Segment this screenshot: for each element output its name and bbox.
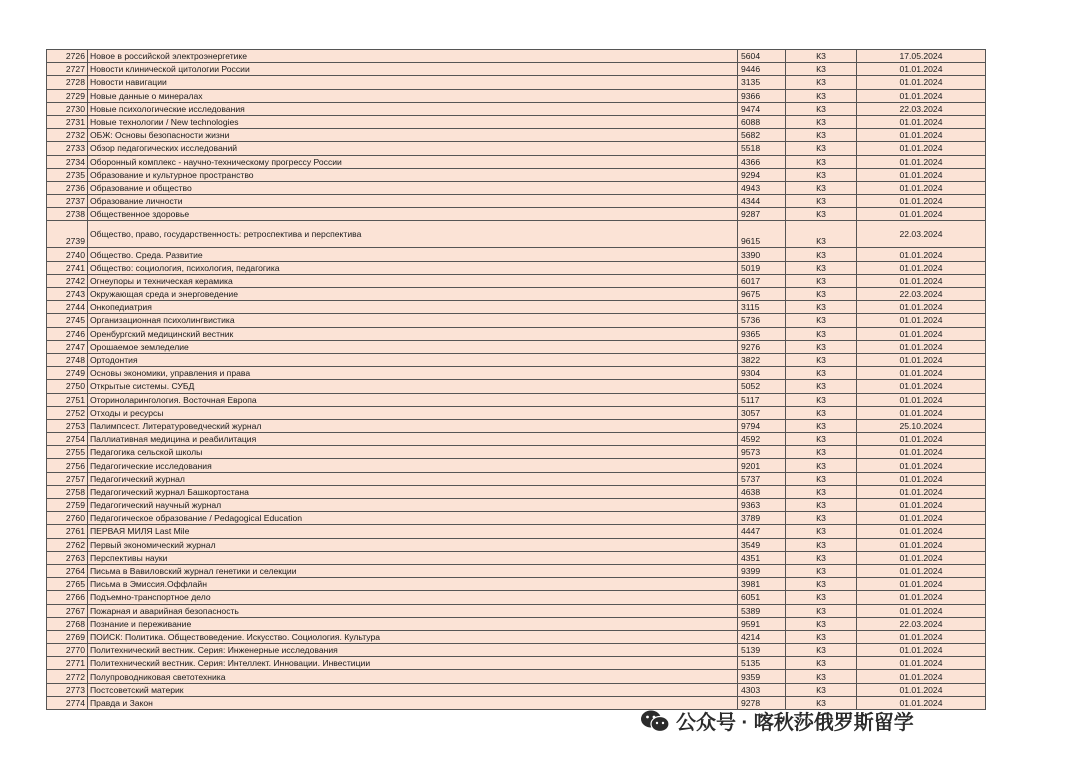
table-row	[47, 261, 986, 274]
table-row	[47, 604, 986, 617]
row-number: 2772	[47, 670, 88, 683]
table-row	[47, 419, 986, 432]
journal-date: 01.01.2024	[857, 604, 986, 617]
journal-date: 01.01.2024	[857, 380, 986, 393]
journal-category: К3	[786, 696, 857, 709]
table-row	[47, 499, 986, 512]
row-number: 2773	[47, 683, 88, 696]
journal-code: 3390	[738, 248, 786, 261]
journal-code: 5736	[738, 314, 786, 327]
journal-code: 4943	[738, 181, 786, 194]
row-number: 2731	[47, 115, 88, 128]
journal-category: К3	[786, 657, 857, 670]
journal-date: 01.01.2024	[857, 644, 986, 657]
journal-date: 01.01.2024	[857, 472, 986, 485]
journal-category: К3	[786, 591, 857, 604]
row-number: 2728	[47, 76, 88, 89]
journal-category: К3	[786, 288, 857, 301]
journal-title: Организационная психолингвистика	[88, 314, 738, 327]
table-row	[47, 630, 986, 643]
row-number: 2766	[47, 591, 88, 604]
journal-date: 01.01.2024	[857, 367, 986, 380]
journal-code: 3549	[738, 538, 786, 551]
table-row	[47, 155, 986, 168]
journal-category: К3	[786, 327, 857, 340]
journal-code: 9399	[738, 564, 786, 577]
table-row	[47, 50, 986, 63]
journal-code: 5052	[738, 380, 786, 393]
row-number: 2762	[47, 538, 88, 551]
journal-code: 5117	[738, 393, 786, 406]
journal-title: Письма в Эмиссия.Оффлайн	[88, 578, 738, 591]
journal-code: 4344	[738, 195, 786, 208]
journal-date: 01.01.2024	[857, 181, 986, 194]
journal-date: 01.01.2024	[857, 168, 986, 181]
journal-category: К3	[786, 168, 857, 181]
table-row	[47, 129, 986, 142]
journal-category: К3	[786, 301, 857, 314]
row-number: 2751	[47, 393, 88, 406]
journal-category: К3	[786, 525, 857, 538]
journal-code: 5135	[738, 657, 786, 670]
row-number: 2744	[47, 301, 88, 314]
journal-title: Полупроводниковая светотехника	[88, 670, 738, 683]
row-number: 2752	[47, 406, 88, 419]
row-number: 2748	[47, 353, 88, 366]
journal-date: 17.05.2024	[857, 50, 986, 63]
row-number: 2745	[47, 314, 88, 327]
row-number: 2749	[47, 367, 88, 380]
table-row	[47, 327, 986, 340]
journal-code: 3981	[738, 578, 786, 591]
row-number: 2758	[47, 485, 88, 498]
journal-code: 5139	[738, 644, 786, 657]
journal-date: 01.01.2024	[857, 208, 986, 221]
journal-code: 6017	[738, 274, 786, 287]
table-row	[47, 380, 986, 393]
table-row	[47, 208, 986, 221]
journal-code: 9278	[738, 696, 786, 709]
journal-code: 4447	[738, 525, 786, 538]
journal-category: К3	[786, 314, 857, 327]
journal-code: 3135	[738, 76, 786, 89]
row-number: 2727	[47, 63, 88, 76]
table-row	[47, 393, 986, 406]
journal-category: К3	[786, 155, 857, 168]
row-number: 2740	[47, 248, 88, 261]
journal-category: К3	[786, 512, 857, 525]
journal-code: 9365	[738, 327, 786, 340]
journal-date: 22.03.2024	[857, 288, 986, 301]
table-row	[47, 564, 986, 577]
journal-category: К3	[786, 195, 857, 208]
journal-title: Политехнический вестник. Серия: Интеллект. Инновации. Инвестиции	[88, 657, 738, 670]
journal-code: 9366	[738, 89, 786, 102]
journal-code: 3057	[738, 406, 786, 419]
journal-code: 4303	[738, 683, 786, 696]
journal-title: Подъемно-транспортное дело	[88, 591, 738, 604]
journal-title: Политехнический вестник. Серия: Инженерные исследования	[88, 644, 738, 657]
journal-date: 01.01.2024	[857, 142, 986, 155]
table-row	[47, 433, 986, 446]
journal-category: К3	[786, 367, 857, 380]
table-row	[47, 274, 986, 287]
row-number: 2757	[47, 472, 88, 485]
journal-title: Оренбургский медицинский вестник	[88, 327, 738, 340]
row-number: 2765	[47, 578, 88, 591]
journal-title: Педагогический научный журнал	[88, 499, 738, 512]
journal-code: 9615	[738, 221, 786, 248]
journal-date: 01.01.2024	[857, 301, 986, 314]
journal-date: 01.01.2024	[857, 274, 986, 287]
journal-category: К3	[786, 485, 857, 498]
journal-category: К3	[786, 670, 857, 683]
journal-date: 01.01.2024	[857, 406, 986, 419]
table-row	[47, 406, 986, 419]
journal-title: Общественное здоровье	[88, 208, 738, 221]
journal-code: 5604	[738, 50, 786, 63]
journal-category: К3	[786, 551, 857, 564]
journal-table-body	[47, 50, 986, 710]
journal-category: К3	[786, 578, 857, 591]
journal-code: 6051	[738, 591, 786, 604]
row-number: 2726	[47, 50, 88, 63]
journal-title: Окружающая среда и энерговедение	[88, 288, 738, 301]
journal-title: Образование и культурное пространство	[88, 168, 738, 181]
journal-title: Отходы и ресурсы	[88, 406, 738, 419]
table-row	[47, 353, 986, 366]
row-number: 2733	[47, 142, 88, 155]
journal-category: К3	[786, 604, 857, 617]
journal-title: Общество: социология, психология, педагогика	[88, 261, 738, 274]
table-row	[47, 89, 986, 102]
table-row	[47, 76, 986, 89]
row-number: 2750	[47, 380, 88, 393]
row-number: 2736	[47, 181, 88, 194]
journal-date: 01.01.2024	[857, 76, 986, 89]
journal-title: Новые психологические исследования	[88, 102, 738, 115]
row-number: 2746	[47, 327, 88, 340]
row-number: 2771	[47, 657, 88, 670]
journal-title: ПЕРВАЯ МИЛЯ Last Mile	[88, 525, 738, 538]
journal-category: К3	[786, 538, 857, 551]
row-number: 2763	[47, 551, 88, 564]
journal-code: 9276	[738, 340, 786, 353]
journal-category: К3	[786, 102, 857, 115]
journal-code: 6088	[738, 115, 786, 128]
row-number: 2742	[47, 274, 88, 287]
journal-category: К3	[786, 406, 857, 419]
journal-category: К3	[786, 50, 857, 63]
journal-title: Орошаемое земледелие	[88, 340, 738, 353]
journal-category: К3	[786, 248, 857, 261]
journal-title: Общество, право, государственность: ретроспектива и перспектива	[88, 221, 738, 248]
table-row	[47, 248, 986, 261]
table-row	[47, 538, 986, 551]
journal-category: К3	[786, 433, 857, 446]
journal-code: 5389	[738, 604, 786, 617]
journal-title: Перспективы науки	[88, 551, 738, 564]
journal-title: Новости навигации	[88, 76, 738, 89]
table-row	[47, 288, 986, 301]
journal-code: 9294	[738, 168, 786, 181]
journal-category: К3	[786, 683, 857, 696]
journal-title: Онкопедиатрия	[88, 301, 738, 314]
journal-category: К3	[786, 208, 857, 221]
journal-code: 4638	[738, 485, 786, 498]
wechat-icon	[640, 709, 670, 733]
table-row	[47, 591, 986, 604]
journal-code: 9446	[738, 63, 786, 76]
journal-category: К3	[786, 630, 857, 643]
journal-title: Паллиативная медицина и реабилитация	[88, 433, 738, 446]
journal-category: К3	[786, 89, 857, 102]
journal-category: К3	[786, 393, 857, 406]
journal-date: 01.01.2024	[857, 393, 986, 406]
journal-code: 3789	[738, 512, 786, 525]
journal-date: 01.01.2024	[857, 591, 986, 604]
journal-date: 01.01.2024	[857, 499, 986, 512]
row-number: 2747	[47, 340, 88, 353]
journal-title: Палимпсест. Литературоведческий журнал	[88, 419, 738, 432]
row-number: 2743	[47, 288, 88, 301]
journal-date: 01.01.2024	[857, 564, 986, 577]
journal-title: Общество. Среда. Развитие	[88, 248, 738, 261]
table-row	[47, 63, 986, 76]
journal-title: Ортодонтия	[88, 353, 738, 366]
row-number: 2732	[47, 129, 88, 142]
row-number: 2754	[47, 433, 88, 446]
journal-title: Педагогические исследования	[88, 459, 738, 472]
journal-date: 01.01.2024	[857, 195, 986, 208]
journal-title: Оториноларингология. Восточная Европа	[88, 393, 738, 406]
journal-title: Педагогическое образование / Pedagogical Education	[88, 512, 738, 525]
journal-code: 9591	[738, 617, 786, 630]
row-number: 2768	[47, 617, 88, 630]
journal-code: 9573	[738, 446, 786, 459]
journal-category: К3	[786, 353, 857, 366]
table-row	[47, 367, 986, 380]
journal-code: 3115	[738, 301, 786, 314]
journal-category: К3	[786, 340, 857, 353]
journal-date: 01.01.2024	[857, 485, 986, 498]
table-row	[47, 195, 986, 208]
journal-code: 5682	[738, 129, 786, 142]
table-row	[47, 142, 986, 155]
journal-code: 5019	[738, 261, 786, 274]
journal-code: 4351	[738, 551, 786, 564]
row-number: 2729	[47, 89, 88, 102]
journal-category: К3	[786, 115, 857, 128]
table-row	[47, 670, 986, 683]
table-row	[47, 617, 986, 630]
journal-date: 01.01.2024	[857, 657, 986, 670]
journal-category: К3	[786, 221, 857, 248]
journal-code: 5518	[738, 142, 786, 155]
journal-date: 01.01.2024	[857, 459, 986, 472]
table-row	[47, 459, 986, 472]
journal-code: 9675	[738, 288, 786, 301]
journal-date: 01.01.2024	[857, 538, 986, 551]
row-number: 2753	[47, 419, 88, 432]
journal-code: 4214	[738, 630, 786, 643]
journal-date: 01.01.2024	[857, 89, 986, 102]
journal-date: 01.01.2024	[857, 115, 986, 128]
journal-date: 01.01.2024	[857, 446, 986, 459]
journal-category: К3	[786, 63, 857, 76]
table-row	[47, 314, 986, 327]
journal-category: К3	[786, 446, 857, 459]
row-number: 2760	[47, 512, 88, 525]
journal-title: ПОИСК: Политика. Обществоведение. Искусство. Социология. Культура	[88, 630, 738, 643]
journal-category: К3	[786, 644, 857, 657]
row-number: 2730	[47, 102, 88, 115]
row-number: 2759	[47, 499, 88, 512]
journal-code: 9359	[738, 670, 786, 683]
journal-code: 9287	[738, 208, 786, 221]
row-number: 2734	[47, 155, 88, 168]
journal-code: 9474	[738, 102, 786, 115]
journal-code: 3822	[738, 353, 786, 366]
journal-code: 4592	[738, 433, 786, 446]
journal-category: К3	[786, 380, 857, 393]
journal-title: Правда и Закон	[88, 696, 738, 709]
journal-date: 01.01.2024	[857, 327, 986, 340]
journal-code: 9304	[738, 367, 786, 380]
table-row	[47, 102, 986, 115]
journal-category: К3	[786, 129, 857, 142]
journal-code: 5737	[738, 472, 786, 485]
journal-date: 01.01.2024	[857, 630, 986, 643]
journal-date: 01.01.2024	[857, 512, 986, 525]
row-number: 2735	[47, 168, 88, 181]
row-number: 2769	[47, 630, 88, 643]
journal-title: Педагогический журнал Башкортостана	[88, 485, 738, 498]
row-number: 2755	[47, 446, 88, 459]
journal-title: Педагогический журнал	[88, 472, 738, 485]
journal-title: Образование и общество	[88, 181, 738, 194]
journal-code: 4366	[738, 155, 786, 168]
journal-title: Первый экономический журнал	[88, 538, 738, 551]
journal-title: ОБЖ: Основы безопасности жизни	[88, 129, 738, 142]
journal-title: Новые технологии / New technologies	[88, 115, 738, 128]
journal-title: Основы экономики, управления и права	[88, 367, 738, 380]
journal-code: 9201	[738, 459, 786, 472]
journal-date: 01.01.2024	[857, 340, 986, 353]
journal-date: 01.01.2024	[857, 525, 986, 538]
journal-table	[46, 49, 986, 710]
table-row	[47, 683, 986, 696]
row-number: 2764	[47, 564, 88, 577]
journal-date: 01.01.2024	[857, 129, 986, 142]
footer-text: 公众号 · 喀秋莎俄罗斯留学	[676, 712, 914, 734]
table-row	[47, 644, 986, 657]
journal-date: 22.03.2024	[857, 102, 986, 115]
row-number: 2756	[47, 459, 88, 472]
table-row	[47, 657, 986, 670]
journal-category: К3	[786, 499, 857, 512]
journal-date: 01.01.2024	[857, 353, 986, 366]
row-number: 2767	[47, 604, 88, 617]
journal-category: К3	[786, 419, 857, 432]
watermark-footer	[640, 706, 914, 735]
journal-title: Постсоветский материк	[88, 683, 738, 696]
journal-category: К3	[786, 564, 857, 577]
journal-category: К3	[786, 181, 857, 194]
journal-date: 01.01.2024	[857, 551, 986, 564]
journal-category: К3	[786, 261, 857, 274]
journal-date: 01.01.2024	[857, 63, 986, 76]
table-row	[47, 446, 986, 459]
journal-title: Огнеупоры и техническая керамика	[88, 274, 738, 287]
journal-title: Оборонный комплекс - научно-техническому прогрессу России	[88, 155, 738, 168]
table-row	[47, 485, 986, 498]
table-row	[47, 221, 986, 248]
row-number: 2761	[47, 525, 88, 538]
journal-title: Обзор педагогических исследований	[88, 142, 738, 155]
journal-code: 9363	[738, 499, 786, 512]
journal-category: К3	[786, 472, 857, 485]
journal-title: Педагогика сельской школы	[88, 446, 738, 459]
journal-date: 22.03.2024	[857, 221, 986, 248]
table-row	[47, 301, 986, 314]
table-row	[47, 115, 986, 128]
journal-date: 25.10.2024	[857, 419, 986, 432]
journal-category: К3	[786, 142, 857, 155]
journal-title: Образование личности	[88, 195, 738, 208]
journal-title: Новое в российской электроэнергетике	[88, 50, 738, 63]
journal-date: 01.01.2024	[857, 433, 986, 446]
row-number: 2774	[47, 696, 88, 709]
journal-category: К3	[786, 459, 857, 472]
row-number: 2737	[47, 195, 88, 208]
row-number: 2739	[47, 221, 88, 248]
journal-code: 9794	[738, 419, 786, 432]
journal-category: К3	[786, 76, 857, 89]
journal-category: К3	[786, 617, 857, 630]
journal-category: К3	[786, 274, 857, 287]
row-number: 2738	[47, 208, 88, 221]
journal-date: 01.01.2024	[857, 314, 986, 327]
table-row	[47, 551, 986, 564]
table-row	[47, 340, 986, 353]
table-row	[47, 525, 986, 538]
row-number: 2770	[47, 644, 88, 657]
journal-date: 01.01.2024	[857, 683, 986, 696]
journal-date: 01.01.2024	[857, 261, 986, 274]
journal-title: Пожарная и аварийная безопасность	[88, 604, 738, 617]
row-number: 2741	[47, 261, 88, 274]
journal-title: Новости клинической цитологии России	[88, 63, 738, 76]
table-row	[47, 472, 986, 485]
journal-date: 01.01.2024	[857, 670, 986, 683]
journal-date: 01.01.2024	[857, 155, 986, 168]
journal-date: 01.01.2024	[857, 248, 986, 261]
journal-title: Познание и переживание	[88, 617, 738, 630]
journal-date: 22.03.2024	[857, 617, 986, 630]
journal-title: Открытые системы. СУБД	[88, 380, 738, 393]
journal-title: Новые данные о минералах	[88, 89, 738, 102]
table-row	[47, 168, 986, 181]
journal-date: 01.01.2024	[857, 696, 986, 709]
table-row	[47, 181, 986, 194]
journal-date: 01.01.2024	[857, 578, 986, 591]
journal-title: Письма в Вавиловский журнал генетики и селекции	[88, 564, 738, 577]
table-row	[47, 578, 986, 591]
table-row	[47, 512, 986, 525]
